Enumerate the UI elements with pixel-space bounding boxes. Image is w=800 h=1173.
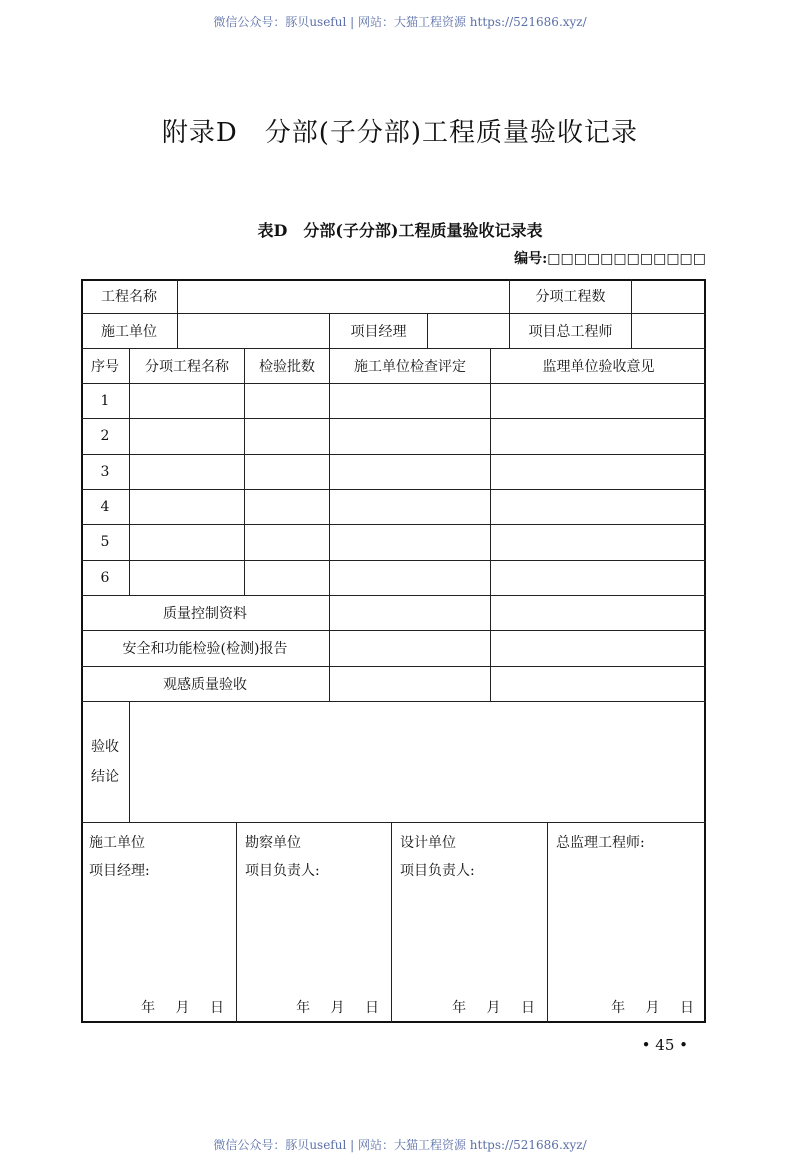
signature-date: 年 月 日 [452,1000,535,1016]
column-header-supervisor_opinion: 监理单位验收意见 [491,349,706,384]
conclusion-label [81,702,130,823]
row-number: 2 [81,419,130,454]
code-boxes: □□□□□□□□□□□□ [547,251,706,267]
table-cell[interactable] [491,596,706,631]
extra-row-label: 安全和功能检验(检测)报告 [81,631,330,666]
input-contractor[interactable] [178,314,330,349]
signature-role: 项目负责人: [400,863,475,879]
table-cell[interactable] [491,490,706,525]
table-cell[interactable] [491,525,706,560]
signature-role: 项目经理: [89,863,150,879]
table-title: 表D 分部(子分部)工程质量验收记录表 [257,221,543,240]
table-cell[interactable] [491,631,706,666]
signature-unit: 勘察单位 [245,835,301,851]
signature-block[interactable] [237,823,392,1023]
table-cell[interactable] [491,384,706,419]
label-contractor: 施工单位 [81,314,178,349]
table-cell[interactable] [330,596,491,631]
table-cell[interactable] [245,490,330,525]
table-cell[interactable] [491,667,706,702]
acceptance-table [81,279,706,1023]
table-cell[interactable] [330,419,491,454]
table-cell[interactable] [330,561,491,596]
table-cell[interactable] [491,561,706,596]
conclusion-label-text: 结论 [91,769,119,785]
table-cell[interactable] [330,455,491,490]
page-number: • 45 • [641,1036,688,1054]
conclusion-input[interactable] [130,702,706,823]
extra-row-label: 质量控制资料 [81,596,330,631]
input-project-manager[interactable] [428,314,510,349]
conclusion-label-text: 验收 [91,739,119,755]
table-cell[interactable] [245,561,330,596]
column-header-no: 序号 [81,349,130,384]
table-cell[interactable] [130,384,245,419]
input-project-name[interactable] [178,279,510,314]
input-subitem-count[interactable] [632,279,706,314]
table-cell[interactable] [330,490,491,525]
watermark-bottom: 微信公众号：豚贝useful | 网站：大猫工程资源 https://521686.xyz/ [213,1138,587,1152]
appendix-title: 附录D 分部(子分部)工程质量验收记录 [161,118,639,148]
code-field [514,248,706,268]
table-cell[interactable] [130,561,245,596]
table-cell[interactable] [130,525,245,560]
signature-unit: 施工单位 [89,835,145,851]
row-number: 1 [81,384,130,419]
signature-date: 年 月 日 [141,1000,224,1016]
signature-role: 项目负责人: [245,863,320,879]
input-chief-engineer[interactable] [632,314,706,349]
table-cell[interactable] [330,667,491,702]
label-subitem-count: 分项工程数 [510,279,632,314]
table-cell[interactable] [245,419,330,454]
table-cell[interactable] [245,384,330,419]
label-project-name: 工程名称 [81,279,178,314]
signature-block[interactable] [81,823,237,1023]
signature-block[interactable] [392,823,548,1023]
column-header-batch_count: 检验批数 [245,349,330,384]
label-project-manager: 项目经理 [330,314,428,349]
signature-unit: 设计单位 [400,835,456,851]
column-header-subitem_name: 分项工程名称 [130,349,245,384]
signature-unit: 总监理工程师: [556,835,645,851]
watermark-top: 微信公众号：豚贝useful | 网站：大猫工程资源 https://521686.xyz/ [213,15,587,29]
table-cell[interactable] [130,455,245,490]
row-number: 5 [81,525,130,560]
table-cell[interactable] [130,419,245,454]
extra-row-label: 观感质量验收 [81,667,330,702]
signature-date: 年 月 日 [296,1000,379,1016]
label-chief-engineer: 项目总工程师 [510,314,632,349]
code-label: 编号: [514,251,548,267]
table-cell[interactable] [330,525,491,560]
table-cell[interactable] [130,490,245,525]
table-cell[interactable] [245,455,330,490]
row-number: 4 [81,490,130,525]
row-number: 6 [81,561,130,596]
table-cell[interactable] [330,384,491,419]
row-number: 3 [81,455,130,490]
table-cell[interactable] [245,525,330,560]
table-cell[interactable] [330,631,491,666]
column-header-contractor_eval: 施工单位检查评定 [330,349,491,384]
signature-date: 年 月 日 [611,1000,694,1016]
signature-block[interactable] [548,823,706,1023]
table-cell[interactable] [491,455,706,490]
table-cell[interactable] [491,419,706,454]
